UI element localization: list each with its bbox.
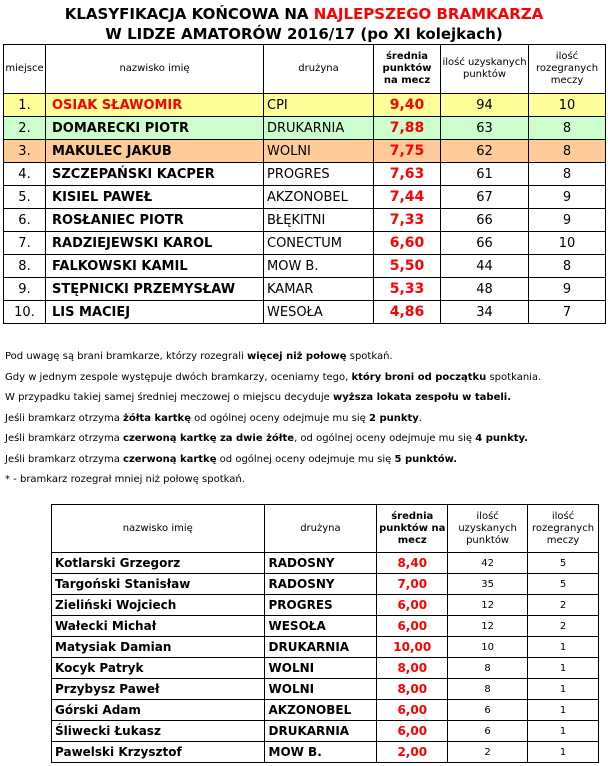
ranking-row bbox=[4, 209, 606, 232]
total-points: 66 bbox=[441, 209, 529, 232]
note-line bbox=[5, 450, 605, 471]
total-points: 63 bbox=[441, 117, 529, 140]
total-points: 8 bbox=[448, 658, 528, 679]
ranking-row bbox=[4, 301, 606, 324]
note-line bbox=[5, 347, 605, 368]
goalkeeper-name: OSIAK SŁAWOMIR bbox=[46, 94, 264, 117]
average-points: 7,63 bbox=[374, 163, 441, 186]
title-line-1-black: KLASYFIKACJA KOŃCOWA NA bbox=[64, 5, 314, 23]
ranking-row bbox=[4, 186, 606, 209]
place-cell: 6. bbox=[4, 209, 46, 232]
goalkeeper-name: Matysiak Damian bbox=[52, 637, 265, 658]
games-played: 2 bbox=[528, 616, 599, 637]
total-points: 12 bbox=[448, 595, 528, 616]
games-played: 1 bbox=[528, 637, 599, 658]
main-ranking-table bbox=[3, 44, 606, 324]
team-name: DRUKARNIA bbox=[264, 117, 374, 140]
goalkeeper-name: RADZIEJEWSKI KAROL bbox=[46, 232, 264, 255]
average-points: 8,00 bbox=[377, 658, 448, 679]
goalkeeper-name: Przybysz Paweł bbox=[52, 679, 265, 700]
average-points: 5,50 bbox=[374, 255, 441, 278]
secondary-table-header-row bbox=[52, 505, 599, 553]
goalkeeper-name: ROSŁANIEC PIOTR bbox=[46, 209, 264, 232]
header-name: nazwisko imię bbox=[52, 505, 265, 553]
team-name: BŁĘKITNI bbox=[264, 209, 374, 232]
team-name: WESOŁA bbox=[264, 301, 374, 324]
place-cell: 10. bbox=[4, 301, 46, 324]
title-line-1 bbox=[0, 4, 608, 24]
games-played: 9 bbox=[529, 209, 606, 232]
team-name: DRUKARNIA bbox=[264, 637, 377, 658]
average-points: 8,40 bbox=[377, 553, 448, 574]
place-cell: 2. bbox=[4, 117, 46, 140]
header-points: ilość uzyskanych punktów bbox=[448, 505, 528, 553]
total-points: 61 bbox=[441, 163, 529, 186]
total-points: 34 bbox=[441, 301, 529, 324]
note-emphasis: czerwoną kartkę bbox=[123, 453, 217, 465]
total-points: 44 bbox=[441, 255, 529, 278]
secondary-goalkeepers-table bbox=[51, 504, 599, 763]
note-text: spotkań. bbox=[346, 351, 393, 362]
games-played: 10 bbox=[529, 232, 606, 255]
header-games: ilość rozegranych meczy bbox=[529, 45, 606, 94]
games-played: 5 bbox=[528, 574, 599, 595]
note-emphasis: 5 punktów. bbox=[394, 453, 458, 465]
total-points: 48 bbox=[441, 278, 529, 301]
rules-notes bbox=[5, 347, 605, 491]
header-name: nazwisko imię bbox=[46, 45, 264, 94]
average-points: 7,44 bbox=[374, 186, 441, 209]
goalkeeper-name: KISIEL PAWEŁ bbox=[46, 186, 264, 209]
note-text: od ogólnej oceny odejmuje mu się bbox=[216, 453, 395, 465]
goalkeeper-row bbox=[52, 595, 599, 616]
note-text: . bbox=[418, 412, 422, 424]
note-emphasis: żółta kartkę bbox=[123, 412, 191, 424]
goalkeeper-name: FALKOWSKI KAMIL bbox=[46, 255, 264, 278]
goalkeeper-row bbox=[52, 658, 599, 679]
note-emphasis: czerwoną kartkę za dwie żółte bbox=[123, 433, 295, 444]
team-name: MOW B. bbox=[264, 255, 374, 278]
team-name: WOLNI bbox=[264, 658, 377, 679]
games-played: 8 bbox=[529, 255, 606, 278]
goalkeeper-name: Zieliński Wojciech bbox=[52, 595, 265, 616]
note-text: Gdy w jednym zespole występuje dwóch bramkarzy, oceniamy tego, bbox=[5, 371, 352, 383]
team-name: AKZONOBEL bbox=[264, 700, 377, 721]
games-played: 10 bbox=[529, 94, 606, 117]
team-name: KAMAR bbox=[264, 278, 374, 301]
games-played: 5 bbox=[528, 553, 599, 574]
average-points: 5,33 bbox=[374, 278, 441, 301]
goalkeeper-name: Górski Adam bbox=[52, 700, 265, 721]
average-points: 7,75 bbox=[374, 140, 441, 163]
goalkeeper-name: SZCZEPAŃSKI KACPER bbox=[46, 163, 264, 186]
games-played: 8 bbox=[529, 140, 606, 163]
total-points: 67 bbox=[441, 186, 529, 209]
place-cell: 7. bbox=[4, 232, 46, 255]
goalkeeper-row bbox=[52, 700, 599, 721]
ranking-row bbox=[4, 163, 606, 186]
ranking-row bbox=[4, 117, 606, 140]
games-played: 1 bbox=[528, 700, 599, 721]
team-name: AKZONOBEL bbox=[264, 186, 374, 209]
total-points: 6 bbox=[448, 700, 528, 721]
team-name: RADOSNY bbox=[264, 553, 377, 574]
note-text: Jeśli bramkarz otrzyma bbox=[5, 433, 124, 444]
goalkeeper-row bbox=[52, 574, 599, 595]
total-points: 8 bbox=[448, 679, 528, 700]
note-text: od ogólnej oceny odejmuje mu się bbox=[191, 412, 369, 424]
ranking-row bbox=[4, 278, 606, 301]
total-points: 35 bbox=[448, 574, 528, 595]
average-points: 2,00 bbox=[377, 742, 448, 763]
header-team: drużyna bbox=[264, 505, 377, 553]
goalkeeper-name: Wałecki Michał bbox=[52, 616, 265, 637]
goalkeeper-name: Kocyk Patryk bbox=[52, 658, 265, 679]
goalkeeper-row bbox=[52, 679, 599, 700]
goalkeeper-name: STĘPNICKI PRZEMYSŁAW bbox=[46, 278, 264, 301]
total-points: 12 bbox=[448, 616, 528, 637]
place-cell: 5. bbox=[4, 186, 46, 209]
games-played: 2 bbox=[528, 595, 599, 616]
team-name: CPI bbox=[264, 94, 374, 117]
average-points: 6,00 bbox=[377, 595, 448, 616]
header-team: drużyna bbox=[264, 45, 374, 94]
total-points: 94 bbox=[441, 94, 529, 117]
games-played: 8 bbox=[529, 163, 606, 186]
average-points: 7,88 bbox=[374, 117, 441, 140]
goalkeeper-name: Kotlarski Grzegorz bbox=[52, 553, 265, 574]
header-points: ilość uzyskanych punktów bbox=[441, 45, 529, 94]
games-played: 1 bbox=[528, 679, 599, 700]
team-name: PROGRES bbox=[264, 163, 374, 186]
average-points: 6,00 bbox=[377, 616, 448, 637]
note-text: Jeśli bramkarz otrzyma bbox=[5, 412, 124, 424]
goalkeeper-name: LIS MACIEJ bbox=[46, 301, 264, 324]
average-points: 7,00 bbox=[377, 574, 448, 595]
header-avg: średnia punktów na mecz bbox=[374, 45, 441, 94]
place-cell: 1. bbox=[4, 94, 46, 117]
team-name: DRUKARNIA bbox=[264, 721, 377, 742]
average-points: 6,00 bbox=[377, 700, 448, 721]
main-table-header-row bbox=[4, 45, 606, 94]
average-points: 7,33 bbox=[374, 209, 441, 232]
team-name: RADOSNY bbox=[264, 574, 377, 595]
header-games: ilość rozegranych meczy bbox=[528, 505, 599, 553]
ranking-row bbox=[4, 255, 606, 278]
title-line-1-red: NAJLEPSZEGO BRAMKARZA bbox=[313, 5, 544, 23]
total-points: 6 bbox=[448, 721, 528, 742]
average-points: 6,00 bbox=[377, 721, 448, 742]
games-played: 1 bbox=[528, 721, 599, 742]
goalkeeper-row bbox=[52, 616, 599, 637]
note-text: W przypadku takiej samej średniej meczowej o miejscu decyduje bbox=[5, 392, 333, 403]
place-cell: 8. bbox=[4, 255, 46, 278]
ranking-row bbox=[4, 94, 606, 117]
games-played: 1 bbox=[528, 742, 599, 763]
note-emphasis: 4 punkty. bbox=[475, 433, 528, 444]
goalkeeper-name: Pawelski Krzysztof bbox=[52, 742, 265, 763]
note-line bbox=[5, 368, 605, 389]
average-points: 9,40 bbox=[374, 94, 441, 117]
goalkeeper-name: Targoński Stanisław bbox=[52, 574, 265, 595]
note-text: spotkania. bbox=[486, 371, 542, 383]
title-line-2: W LIDZE AMATORÓW 2016/17 (po XI kolejkach) bbox=[105, 25, 503, 43]
total-points: 66 bbox=[441, 232, 529, 255]
header-avg: średnia punktów na mecz bbox=[377, 505, 448, 553]
average-points: 10,00 bbox=[377, 637, 448, 658]
goalkeeper-row bbox=[52, 553, 599, 574]
note-emphasis: wyższa lokata zespołu w tabeli. bbox=[333, 392, 512, 403]
goalkeeper-row bbox=[52, 721, 599, 742]
note-emphasis: 2 punkty bbox=[369, 412, 419, 424]
goalkeeper-name: DOMARECKI PIOTR bbox=[46, 117, 264, 140]
goalkeeper-row bbox=[52, 742, 599, 763]
ranking-row bbox=[4, 140, 606, 163]
goalkeeper-name: MAKULEC JAKUB bbox=[46, 140, 264, 163]
team-name: MOW B. bbox=[264, 742, 377, 763]
team-name: WESOŁA bbox=[264, 616, 377, 637]
games-played: 9 bbox=[529, 186, 606, 209]
note-text: , od ogólnej oceny odejmuje mu się bbox=[294, 433, 476, 444]
note-line bbox=[5, 429, 605, 450]
note-line bbox=[5, 409, 605, 430]
page-title bbox=[0, 4, 608, 44]
team-name: PROGRES bbox=[264, 595, 377, 616]
place-cell: 3. bbox=[4, 140, 46, 163]
average-points: 6,60 bbox=[374, 232, 441, 255]
header-place: miejsce bbox=[4, 45, 46, 94]
games-played: 1 bbox=[528, 658, 599, 679]
note-line bbox=[5, 470, 605, 491]
team-name: CONECTUM bbox=[264, 232, 374, 255]
average-points: 4,86 bbox=[374, 301, 441, 324]
total-points: 62 bbox=[441, 140, 529, 163]
total-points: 2 bbox=[448, 742, 528, 763]
average-points: 8,00 bbox=[377, 679, 448, 700]
total-points: 10 bbox=[448, 637, 528, 658]
note-line bbox=[5, 388, 605, 409]
note-emphasis: więcej niż połowę bbox=[247, 351, 347, 362]
note-text: Pod uwagę są brani bramkarze, którzy rozegrali bbox=[5, 351, 248, 362]
games-played: 7 bbox=[529, 301, 606, 324]
place-cell: 4. bbox=[4, 163, 46, 186]
note-text: Jeśli bramkarz otrzyma bbox=[5, 453, 124, 465]
total-points: 42 bbox=[448, 553, 528, 574]
place-cell: 9. bbox=[4, 278, 46, 301]
ranking-row bbox=[4, 232, 606, 255]
games-played: 8 bbox=[529, 117, 606, 140]
note-text: * - bramkarz rozegrał mniej niż połowę spotkań. bbox=[5, 474, 245, 485]
games-played: 9 bbox=[529, 278, 606, 301]
team-name: WOLNI bbox=[264, 679, 377, 700]
goalkeeper-name: Śliwecki Łukasz bbox=[52, 721, 265, 742]
goalkeeper-row bbox=[52, 637, 599, 658]
note-emphasis: który broni od początku bbox=[351, 371, 487, 383]
team-name: WOLNI bbox=[264, 140, 374, 163]
